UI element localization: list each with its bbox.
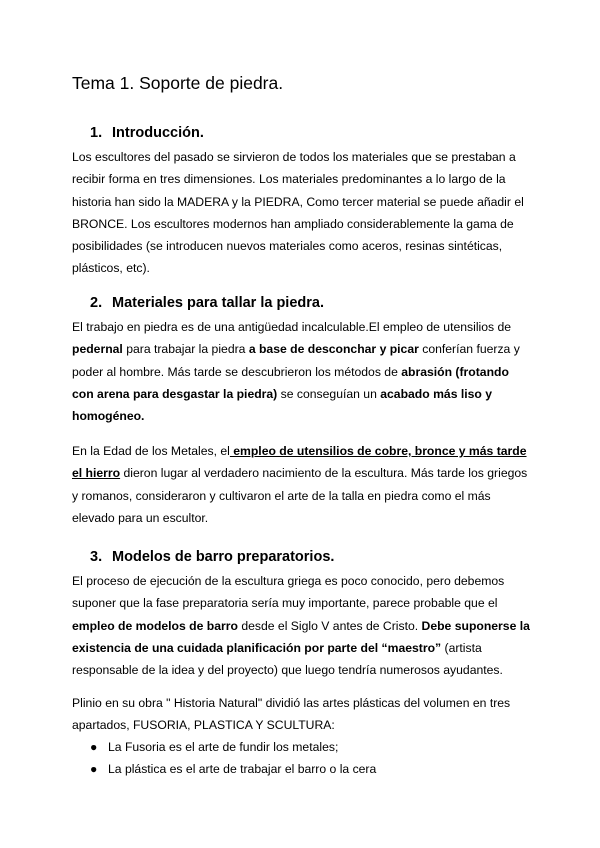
bold-run: pedernal bbox=[72, 342, 123, 357]
section-title: Materiales para tallar la piedra. bbox=[112, 295, 324, 311]
section-title: Introducción. bbox=[112, 125, 204, 141]
bold-run: acabado más liso y homogéneo. bbox=[72, 386, 493, 424]
bold-underline-run: empleo de utensilios de cobre, bronce y más tarde el hierro bbox=[72, 444, 527, 481]
list-item-text: La Fusoria es el arte de fundir los metales; bbox=[108, 740, 339, 754]
modelos-paragraph-2: Plinio en su obra " Historia Natural" dividió las artes plásticas del volumen en tres apartados, FUSORIA, PLASTICA Y SCULTURA: bbox=[72, 696, 511, 733]
list-item bbox=[72, 736, 376, 758]
section-heading-materiales bbox=[90, 294, 324, 312]
materiales-paragraph-1 bbox=[72, 316, 532, 427]
section-heading-introduccion bbox=[90, 124, 204, 142]
section-number: 1. bbox=[90, 125, 103, 141]
text-run: El trabajo en piedra es de una antigüedad incalculable.El empleo de utensilios de bbox=[72, 320, 512, 334]
bold-run: a base de desconchar y picar bbox=[248, 342, 419, 357]
text-run: dieron lugar al verdadero nacimiento de la escultura. Más tarde los griegos y romanos, consideraron y cultivaron el arte de la talla en piedra como el más elevado para un escultor. bbox=[72, 466, 528, 525]
section-heading-modelos bbox=[90, 548, 334, 566]
bullet-icon: ● bbox=[90, 762, 98, 777]
bold-run: Debe suponerse la existencia de una cuidada planificación por parte del “maestro” bbox=[72, 618, 530, 655]
list-item-text: La plástica es el arte de trabajar el barro o la cera bbox=[108, 762, 377, 777]
materiales-paragraph-2 bbox=[72, 440, 532, 529]
bold-run: abrasión (frotando con arena para desgastar la piedra) bbox=[72, 364, 509, 401]
bold-run: empleo de modelos de barro bbox=[72, 618, 238, 633]
text-run: El proceso de ejecución de la escultura griega es poco conocido, pero debemos suponer que la fase preparatoria sería muy importante, parece probable que el bbox=[72, 574, 505, 611]
list-item bbox=[72, 758, 376, 780]
intro-paragraph: Los escultores del pasado se sirvieron de todos los materiales que se prestaban a recibir forma en tres dimensiones. Los materiales predominantes a lo largo de la historia han sido la MADERA y la PIEDRA, Como tercer material se puede añadir el BRONCE. Los escultores modernos han ampliado considerablemente la gama de posibilidades (se introducen nuevos materiales como aceros, resinas sintéticas, plásticos, etc). bbox=[72, 150, 524, 276]
text-run: se conseguían un bbox=[277, 386, 381, 401]
text-run: para trabajar la piedra bbox=[122, 342, 249, 357]
bullet-icon: ● bbox=[90, 740, 98, 754]
text-run: desde el Siglo V antes de Cristo. bbox=[237, 618, 422, 633]
section-number: 2. bbox=[90, 295, 103, 311]
text-run: En la Edad de los Metales, el bbox=[72, 444, 230, 458]
document-title: Tema 1. Soporte de piedra. bbox=[72, 73, 284, 93]
section-number: 3. bbox=[90, 549, 103, 565]
text-run: (artista responsable de la idea y del proyecto) que luego tendría numerosos ayudantes. bbox=[72, 640, 503, 678]
section-title: Modelos de barro preparatorios. bbox=[112, 549, 335, 565]
text-run: conferían fuerza y poder al hombre. Más tarde se descubrieron los métodos de bbox=[72, 342, 520, 379]
modelos-paragraph-1 bbox=[72, 570, 532, 681]
bullet-list bbox=[72, 736, 376, 781]
